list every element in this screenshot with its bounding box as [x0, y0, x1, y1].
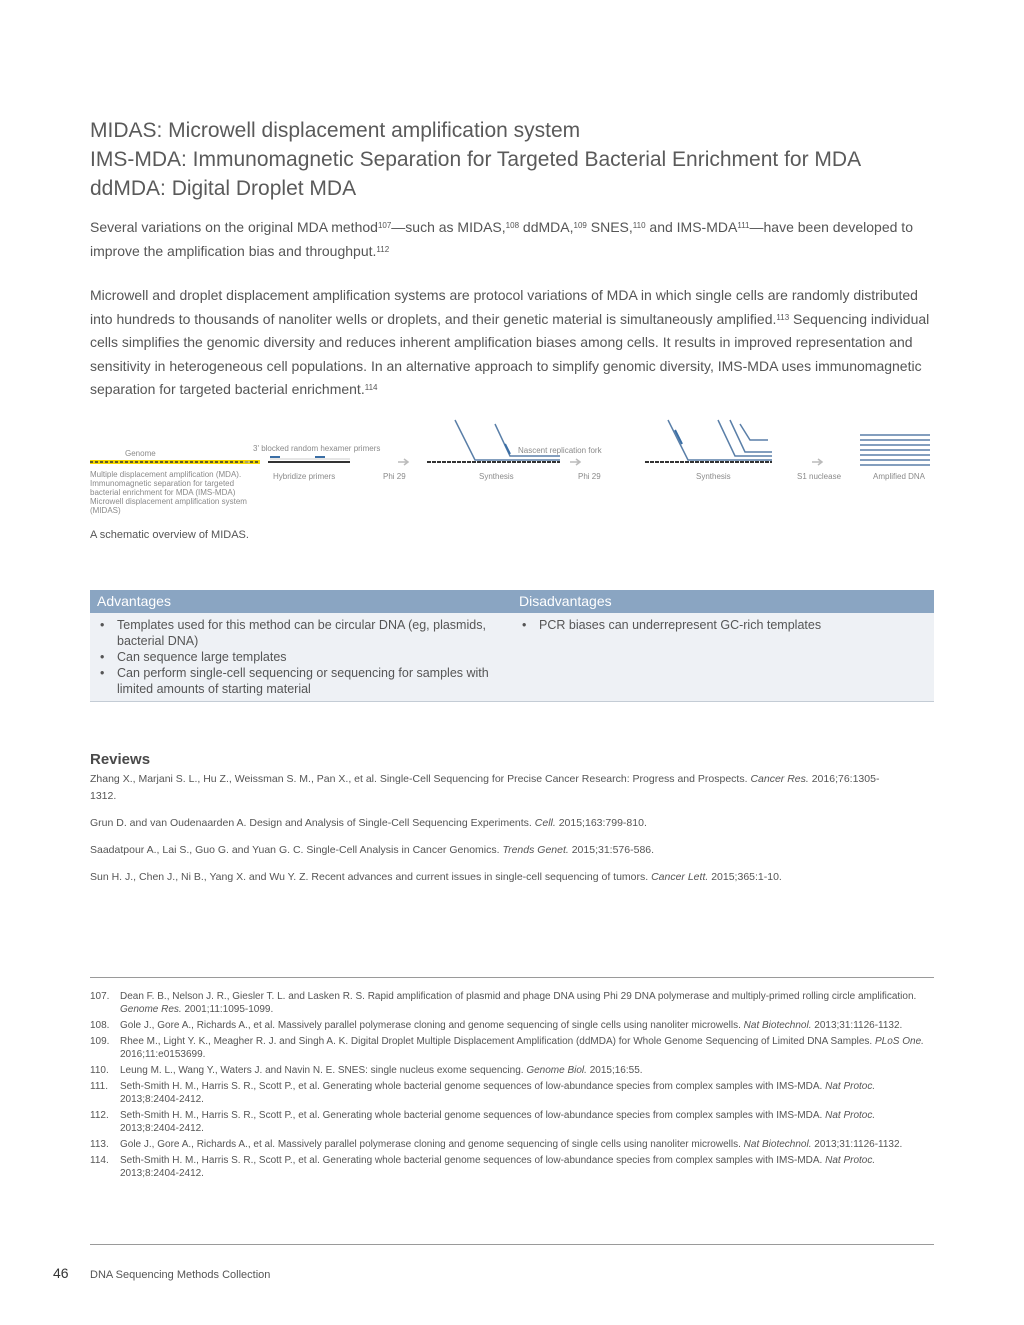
- label-hybridize: Hybridize primers: [273, 472, 336, 481]
- label-amplified-dna: Amplified DNA: [873, 472, 926, 481]
- reference-item: [90, 1154, 934, 1180]
- text: and IMS-MDA: [645, 219, 738, 235]
- text: Grun D. and van Oudenaarden A. Design and Analysis of Single-Cell Sequencing Experiments.: [90, 817, 535, 829]
- text: Seth-Smith H. M., Harris S. R., Scott P., et al. Generating whole bacterial genome sequences of low-abundance species from complex samples with IMS-MDA.: [120, 1081, 826, 1092]
- text: Sun H. J., Chen J., Ni B., Yang X. and Wu Y. Z. Recent advances and current issues in single-cell sequencing of tumors.: [90, 871, 652, 883]
- label-s1-nuclease: S1 nuclease: [797, 472, 842, 481]
- citation: 110: [632, 221, 646, 230]
- references-list: [90, 990, 934, 1183]
- reference-item: [90, 1019, 934, 1032]
- citation: 109: [573, 221, 587, 230]
- text: Seth-Smith H. M., Harris S. R., Scott P., et al. Generating whole bacterial genome sequences of low-abundance species from complex samples with IMS-MDA.: [120, 1110, 826, 1121]
- text: Zhang X., Marjani S. L., Hu Z., Weissman S. M., Pan X., et al. Single-Cell Sequencing for Precise Cancer Research: Progress and Prospects.: [90, 773, 751, 785]
- label-fork: Nascent replication fork: [518, 446, 602, 455]
- reference-number: 109.: [90, 1036, 110, 1047]
- label-synthesis: Synthesis: [479, 472, 514, 481]
- reference-item: [90, 1035, 934, 1061]
- label-genome: Genome: [125, 449, 156, 458]
- schematic-note: Multiple displacement amplification (MDA). Immunomagnetic separation for targeted bacterial enrichment for MDA (IMS-MDA) Microwell displacement amplification system (MIDAS): [90, 470, 247, 515]
- disadvantages-column: [512, 617, 934, 697]
- text: Leung M. L., Wang Y., Waters J. and Navin N. E. SNES: single nucleus exome sequencing.: [120, 1065, 527, 1076]
- text: —have been developed to improve the amplification bias and throughput.: [90, 219, 913, 259]
- reviews-heading: Reviews: [90, 751, 151, 768]
- displaced-strand: [730, 420, 772, 452]
- reference-number: 107.: [90, 991, 110, 1002]
- reference-number: 114.: [90, 1155, 109, 1166]
- label-phi29: Phi 29: [578, 472, 601, 481]
- arrow-icon: [570, 459, 580, 465]
- text: 2013;31:1126-1132.: [811, 1020, 903, 1031]
- review-item: [90, 869, 890, 886]
- journal: Nat Protoc.: [825, 1155, 876, 1166]
- title-block: [90, 116, 950, 203]
- list-item: • Can perform single-cell sequencing or sequencing for samples with limited amounts of starting material: [97, 665, 512, 697]
- reference-text: [120, 1019, 934, 1032]
- text: 2015;365:1-10.: [708, 871, 782, 883]
- title-ddmda: ddMDA: Digital Droplet MDA: [90, 177, 357, 200]
- text: 2015;31:576-586.: [568, 844, 655, 856]
- text: Saadatpour A., Lai S., Guo G. and Yuan G. C. Single-Cell Analysis in Cancer Genomics.: [90, 844, 503, 856]
- journal: Nat Biotechnol.: [743, 1139, 812, 1150]
- text: —such as MIDAS,: [391, 219, 506, 235]
- text: ddMDA,: [519, 219, 574, 235]
- journal: Trends Genet.: [502, 844, 569, 856]
- label-synthesis: Synthesis: [696, 472, 731, 481]
- reference-text: [120, 1138, 934, 1151]
- text: 2015;16:55.: [586, 1065, 643, 1076]
- text: 2013;8:2404-2412.: [120, 1168, 204, 1179]
- reference-number: 113.: [90, 1139, 109, 1150]
- text: Dean F. B., Nelson J. R., Giesler T. L. and Lasken R. S. Rapid amplification of plasmid and phage DNA using Phi 29 DNA polymerase and multiply-primed rolling circle amplification.: [120, 991, 917, 1002]
- divider: [90, 977, 934, 978]
- journal: Cancer Lett.: [651, 871, 709, 883]
- citation: 113: [776, 312, 790, 322]
- reference-text: [120, 1035, 934, 1061]
- journal: Nat Protoc.: [825, 1110, 876, 1121]
- title-midas: MIDAS: Microwell displacement amplification system: [90, 119, 581, 142]
- figure-caption: A schematic overview of MIDAS.: [90, 529, 249, 541]
- review-item: [90, 771, 890, 805]
- citation: 108: [505, 221, 520, 230]
- footer-title: DNA Sequencing Methods Collection: [90, 1269, 271, 1281]
- reference-item: [90, 1109, 934, 1135]
- journal: Genome Res.: [120, 1004, 182, 1015]
- page-number: 46: [53, 1265, 69, 1281]
- divider: [90, 1244, 934, 1245]
- text: Rhee M., Light Y. K., Meagher R. J. and Singh A. K. Digital Droplet Multiple Displacement Amplification (ddMDA) for Whole Genome Sequencing of Limited DNA Samples.: [120, 1036, 875, 1047]
- text: 2015;163:799-810.: [555, 817, 647, 829]
- reference-text: [120, 990, 934, 1016]
- citation: 114: [364, 383, 378, 392]
- reference-text: [120, 1064, 934, 1077]
- text: Seth-Smith H. M., Harris S. R., Scott P., et al. Generating whole bacterial genome sequences of low-abundance species from complex samples with IMS-MDA.: [120, 1155, 826, 1166]
- journal: Nat Protoc.: [825, 1081, 876, 1092]
- citation: 111: [737, 221, 750, 230]
- table-header: [90, 590, 934, 613]
- label-primers: 3' blocked random hexamer primers: [253, 444, 381, 453]
- reference-text: [120, 1080, 934, 1106]
- amplified-dna-stack: [860, 435, 930, 465]
- intro-paragraph: [90, 216, 934, 263]
- journal: Nat Biotechnol.: [743, 1020, 812, 1031]
- reference-number: 110.: [90, 1065, 109, 1076]
- reference-text: [120, 1109, 934, 1135]
- advantages-column: [90, 617, 512, 697]
- text: 2013;31:1126-1132.: [811, 1139, 903, 1150]
- journal: PLoS One.: [875, 1036, 924, 1047]
- text: 2016;11:e0153699.: [120, 1049, 206, 1060]
- text: 2016;76:1305-1312.: [90, 773, 880, 802]
- text: SNES,: [586, 219, 633, 235]
- pros-cons-table: [90, 590, 934, 702]
- label-phi29: Phi 29: [383, 472, 406, 481]
- text: 2001;11:1095-1099.: [181, 1004, 274, 1015]
- review-item: [90, 842, 890, 859]
- disadvantages-header: Disadvantages: [519, 593, 612, 609]
- text: Microwell and droplet displacement amplification systems are protocol variations of MDA in which single cells are randomly distributed into hundreds to thousands of nanoliter wells or droplets, and their genetic material is simultaneously amplified.: [90, 287, 918, 327]
- text: Gole J., Gore A., Richards A., et al. Massively parallel polymerase cloning and genome sequencing of single cells using nanoliter microwells.: [120, 1139, 744, 1150]
- list-item: • Templates used for this method can be circular DNA (eg, plasmids, bacterial DNA): [97, 617, 512, 649]
- reference-item: [90, 1080, 934, 1106]
- journal: Cancer Res.: [750, 773, 809, 785]
- journal: Cell.: [534, 817, 556, 829]
- text: Sequencing individual cells simplifies the genomic diversity and reduces inherent amplification biases among cells. It results in improved representation and sensitivity in heterogeneous cell populations. In an alternative approach to simplify genomic diversity, IMS-MDA uses immunomagnetic separation for targeted bacterial enrichment.: [90, 310, 930, 397]
- disadvantages-list: [512, 617, 934, 633]
- reference-number: 112.: [90, 1110, 109, 1121]
- arrow-icon: [398, 459, 408, 465]
- arrow-icon: [812, 459, 822, 465]
- reference-item: [90, 1064, 934, 1077]
- text: 2013;8:2404-2412.: [120, 1094, 204, 1105]
- title-ims-mda: IMS-MDA: Immunomagnetic Separation for Targeted Bacterial Enrichment for MDA: [90, 148, 862, 171]
- reference-text: [120, 1154, 934, 1180]
- reference-number: 111.: [90, 1081, 108, 1092]
- reference-item: [90, 1138, 934, 1151]
- text: Several variations on the original MDA method: [90, 219, 378, 235]
- citation: 107: [377, 221, 392, 230]
- text: 2013;8:2404-2412.: [120, 1123, 204, 1134]
- reference-number: 108.: [90, 1020, 110, 1031]
- text: Gole J., Gore A., Richards A., et al. Massively parallel polymerase cloning and genome sequencing of single cells using nanoliter microwells.: [120, 1020, 744, 1031]
- list-item: • PCR biases can underrepresent GC-rich templates: [519, 617, 934, 633]
- primer: [505, 444, 510, 454]
- displaced-strand: [740, 424, 768, 440]
- journal: Genome Biol.: [526, 1065, 587, 1076]
- table-body: [90, 613, 934, 701]
- advantages-header: Advantages: [97, 593, 171, 609]
- description-paragraph: [90, 284, 934, 402]
- advantages-list: [90, 617, 512, 697]
- list-item: • Can sequence large templates: [97, 649, 512, 665]
- reference-item: [90, 990, 934, 1016]
- citation: 112: [376, 244, 390, 254]
- review-item: [90, 815, 890, 832]
